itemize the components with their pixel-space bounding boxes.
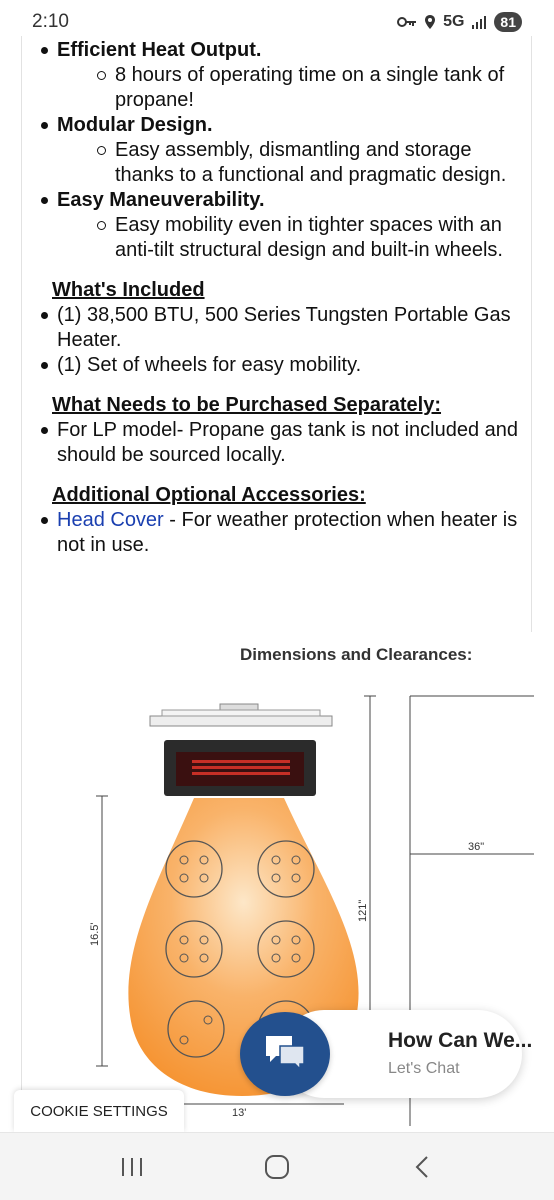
- product-description: [0, 36, 554, 632]
- status-icons: [397, 12, 522, 32]
- included-item: (1) Set of wheels for easy mobility.: [0, 353, 522, 378]
- system-navigation-bar: [0, 1132, 554, 1200]
- feature-item: [0, 38, 522, 113]
- vpn-key-icon: [397, 15, 417, 29]
- feature-title: Easy Maneuverability.: [57, 189, 265, 211]
- recent-apps-icon: [120, 1156, 144, 1178]
- head-cover-link[interactable]: Head Cover: [57, 509, 164, 531]
- status-time: 2:10: [32, 11, 69, 32]
- whats-included-list: [0, 303, 522, 378]
- back-icon: [414, 1155, 430, 1179]
- whats-included-heading: What's Included: [52, 279, 205, 301]
- network-type: 5G: [443, 13, 465, 30]
- feature-detail: 8 hours of operating time on a single tank of propane!: [57, 63, 522, 113]
- feature-detail-list: [57, 213, 522, 263]
- signal-icon: [471, 15, 487, 29]
- chat-title: How Can We...: [388, 1029, 533, 1052]
- feature-text: [52, 38, 522, 558]
- chat-subtitle: Let's Chat: [388, 1060, 460, 1077]
- feature-list: [0, 38, 522, 263]
- chat-launcher-button[interactable]: [240, 1012, 330, 1096]
- feature-title: Modular Design.: [57, 114, 213, 136]
- accessories-list: [0, 508, 522, 558]
- dimension-width-label: 36": [468, 841, 485, 853]
- feature-detail-list: [57, 138, 522, 188]
- feature-detail-list: [57, 63, 522, 113]
- purchase-item: For LP model- Propane gas tank is not included and should be sourced locally.: [0, 418, 522, 468]
- accessory-item: [0, 508, 522, 558]
- feature-item: [0, 188, 522, 263]
- recent-apps-button[interactable]: [102, 1142, 162, 1192]
- accessory-description: - For weather protection when heater is not in use.: [57, 509, 518, 556]
- dimension-height-label: 121": [357, 899, 369, 922]
- content-right-border: [531, 36, 532, 632]
- included-item: (1) 38,500 BTU, 500 Series Tungsten Portable Gas Heater.: [0, 303, 522, 353]
- purchase-separately-heading: What Needs to be Purchased Separately:: [52, 394, 442, 416]
- back-button[interactable]: [392, 1142, 452, 1192]
- heater-head-graphic: [150, 704, 332, 796]
- location-icon: [424, 14, 436, 30]
- diagram-title: Dimensions and Clearances:: [240, 645, 473, 664]
- chat-widget[interactable]: [240, 1010, 533, 1098]
- dimension-bottom-label: 13': [232, 1107, 247, 1119]
- purchase-separately-list: [0, 418, 522, 468]
- feature-item: [0, 113, 522, 188]
- home-button[interactable]: [247, 1142, 307, 1192]
- dimension-spread-label: 16.5': [89, 922, 101, 946]
- feature-detail: Easy mobility even in tighter spaces with an anti-tilt structural design and built-in wheels.: [57, 213, 522, 263]
- home-icon: [264, 1154, 290, 1180]
- accessories-heading: Additional Optional Accessories:: [52, 484, 366, 506]
- battery-level: 81: [494, 12, 522, 32]
- cookie-settings-button[interactable]: COOKIE SETTINGS: [14, 1090, 184, 1132]
- feature-detail: Easy assembly, dismantling and storage thanks to a functional and pragmatic design.: [57, 138, 522, 188]
- chat-bubbles-icon: [262, 1032, 308, 1077]
- feature-title: Efficient Heat Output.: [57, 39, 262, 61]
